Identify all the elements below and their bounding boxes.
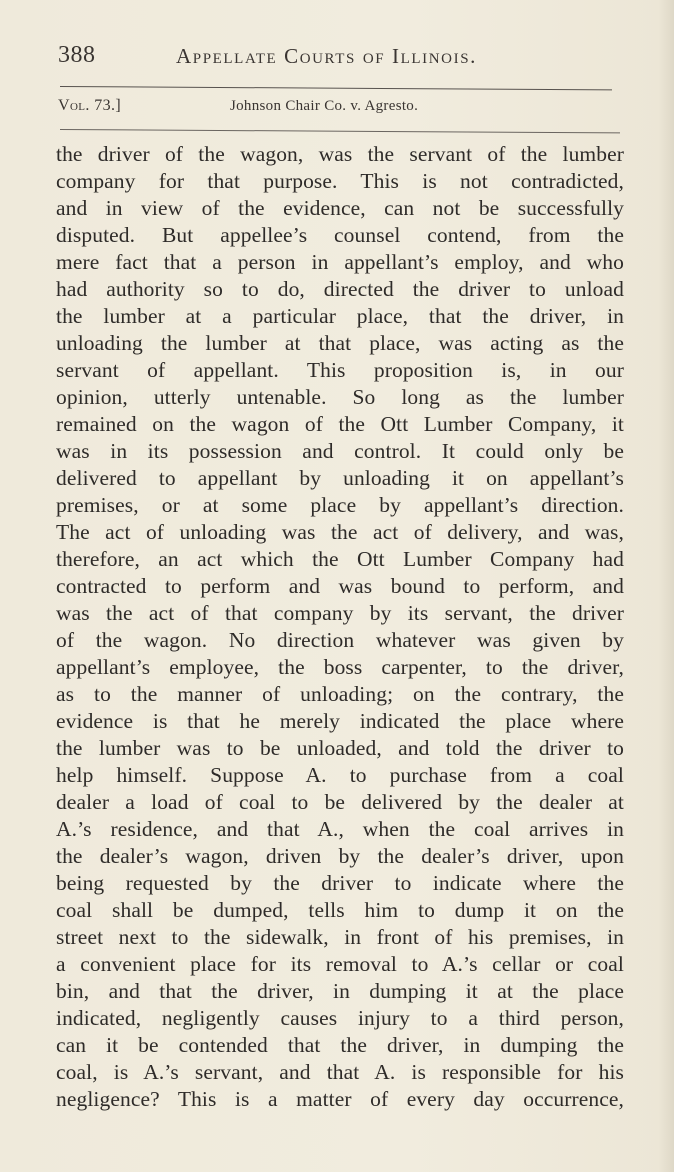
text-line: dealer a load of coal to be delivered by the dealer at bbox=[56, 790, 624, 814]
header-rule-bottom bbox=[60, 129, 620, 133]
text-line: therefore, an act which the Ott Lumber Company had bbox=[56, 547, 624, 571]
page-gutter-shadow bbox=[658, 0, 674, 1172]
volume-label: Vol. 73.] bbox=[58, 97, 122, 114]
text-line: of the wagon. No direction whatever was given by bbox=[56, 628, 624, 652]
text-line: A.’s residence, and that A., when the coal arrives in bbox=[56, 817, 624, 841]
text-line: being requested by the driver to indicate where the bbox=[56, 871, 624, 895]
header-rule-top bbox=[60, 86, 612, 90]
text-line: the lumber at a particular place, that the driver, in bbox=[56, 304, 624, 328]
page-number: 388 bbox=[58, 42, 96, 68]
text-line: appellant’s employee, the boss carpenter, to the driver, bbox=[56, 655, 624, 679]
text-line: mere fact that a person in appellant’s employ, and who bbox=[56, 250, 624, 274]
text-line: a convenient place for its removal to A.’s cellar or coal bbox=[56, 952, 624, 976]
text-line: company for that purpose. This is not contradicted, bbox=[56, 169, 624, 193]
text-line: evidence is that he merely indicated the place where bbox=[56, 709, 624, 733]
text-line: remained on the wagon of the Ott Lumber Company, it bbox=[56, 412, 624, 436]
text-line: indicated, negligently causes injury to a third person, bbox=[56, 1006, 624, 1030]
text-line: and in view of the evidence, can not be successfully bbox=[56, 196, 624, 220]
text-line: The act of unloading was the act of delivery, and was, bbox=[56, 520, 624, 544]
text-line: bin, and that the driver, in dumping it at the place bbox=[56, 979, 624, 1003]
text-line: coal, is A.’s servant, and that A. is responsible for his bbox=[56, 1060, 624, 1084]
text-line: street next to the sidewalk, in front of his premises, in bbox=[56, 925, 624, 949]
text-line: help himself. Suppose A. to purchase from a coal bbox=[56, 763, 624, 787]
text-line: as to the manner of unloading; on the contrary, the bbox=[56, 682, 624, 706]
running-title: Appellate Courts of Illinois. bbox=[176, 44, 478, 68]
text-line: coal shall be dumped, tells him to dump it on the bbox=[56, 898, 624, 922]
text-line: had authority so to do, directed the driver to unload bbox=[56, 277, 624, 301]
text-line: premises, or at some place by appellant’s direction. bbox=[56, 493, 624, 517]
text-line: was in its possession and control. It could only be bbox=[56, 439, 624, 463]
case-title: Johnson Chair Co. v. Agresto. bbox=[230, 98, 419, 114]
text-line: disputed. But appellee’s counsel contend, from the bbox=[56, 223, 624, 247]
text-line: the lumber was to be unloaded, and told the driver to bbox=[56, 736, 624, 760]
text-line: servant of appellant. This proposition is, in our bbox=[56, 358, 624, 382]
text-line: contracted to perform and was bound to perform, and bbox=[56, 574, 624, 598]
text-line: can it be contended that the driver, in dumping the bbox=[56, 1033, 624, 1057]
text-line: was the act of that company by its servant, the driver bbox=[56, 601, 624, 625]
text-line: negligence? This is a matter of every day occurrence, bbox=[56, 1087, 624, 1111]
text-line: delivered to appellant by unloading it on appellant’s bbox=[56, 466, 624, 490]
text-line: unloading the lumber at that place, was acting as the bbox=[56, 331, 624, 355]
text-line: opinion, utterly untenable. So long as the lumber bbox=[56, 385, 624, 409]
text-line: the driver of the wagon, was the servant of the lumber bbox=[56, 142, 624, 166]
body-text bbox=[56, 141, 624, 1113]
case-citation-line bbox=[58, 97, 618, 123]
text-line: the dealer’s wagon, driven by the dealer’s driver, upon bbox=[56, 844, 624, 868]
running-head bbox=[58, 40, 528, 76]
